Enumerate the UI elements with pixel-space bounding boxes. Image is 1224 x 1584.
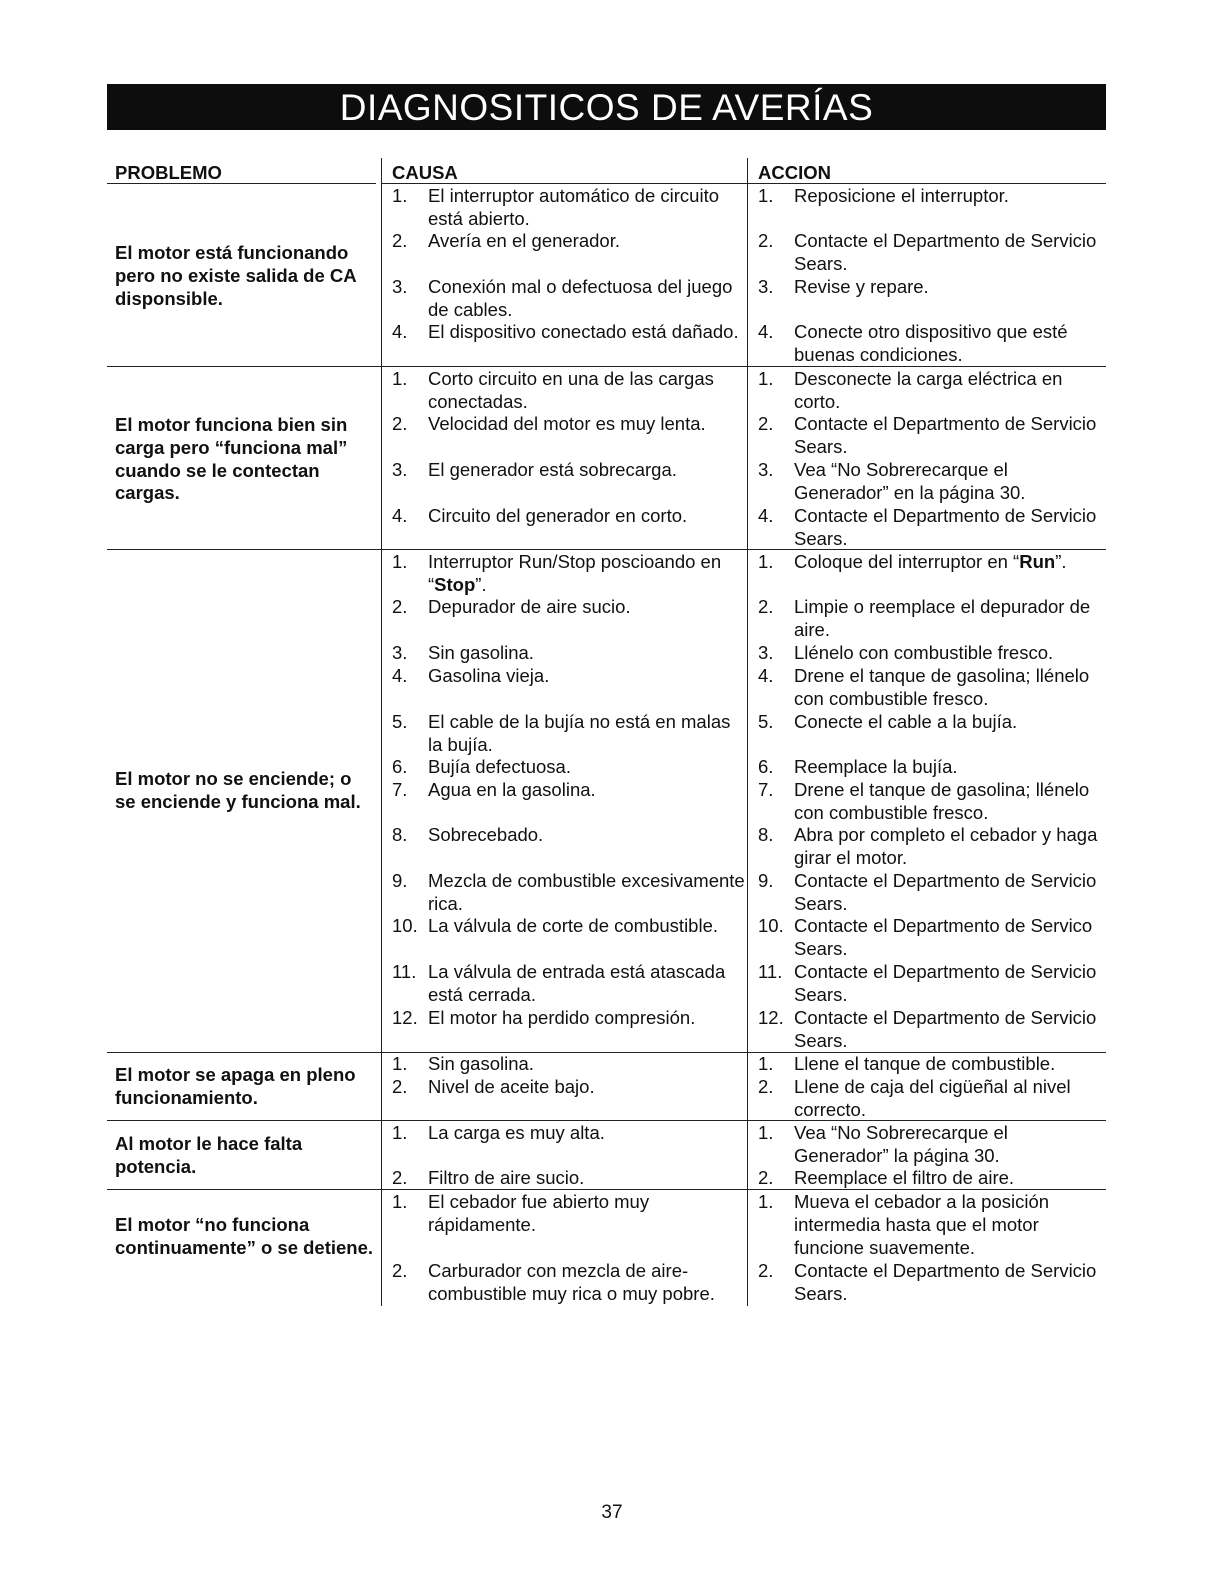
header-causa: CAUSA [392,162,458,183]
problem-2: El motor funciona bien sin carga pero “funciona mal” cuando se le contectan cargas. [115,414,348,504]
problem-4: El motor se apaga en pleno funcionamiento. [115,1064,356,1108]
page-title: DIAGNOSITICOS DE AVERÍAS [107,84,1106,130]
column-divider-1 [381,158,382,1306]
header-underline-problem [107,183,376,184]
problem-6: El motor “no funciona continuamente” o se detiene. [115,1214,374,1258]
problem-1: El motor está funcionando pero no existe salida de CA disponsible. [115,242,356,309]
header-problem: PROBLEMO [115,162,222,183]
page-number: 37 [601,1502,623,1523]
problem-5: Al motor le hace falta potencia. [115,1133,303,1177]
header-accion: ACCION [758,162,831,183]
problem-3: El motor no se enciende; o se enciende y funciona mal. [115,768,361,812]
header-underline-right [382,183,1106,184]
